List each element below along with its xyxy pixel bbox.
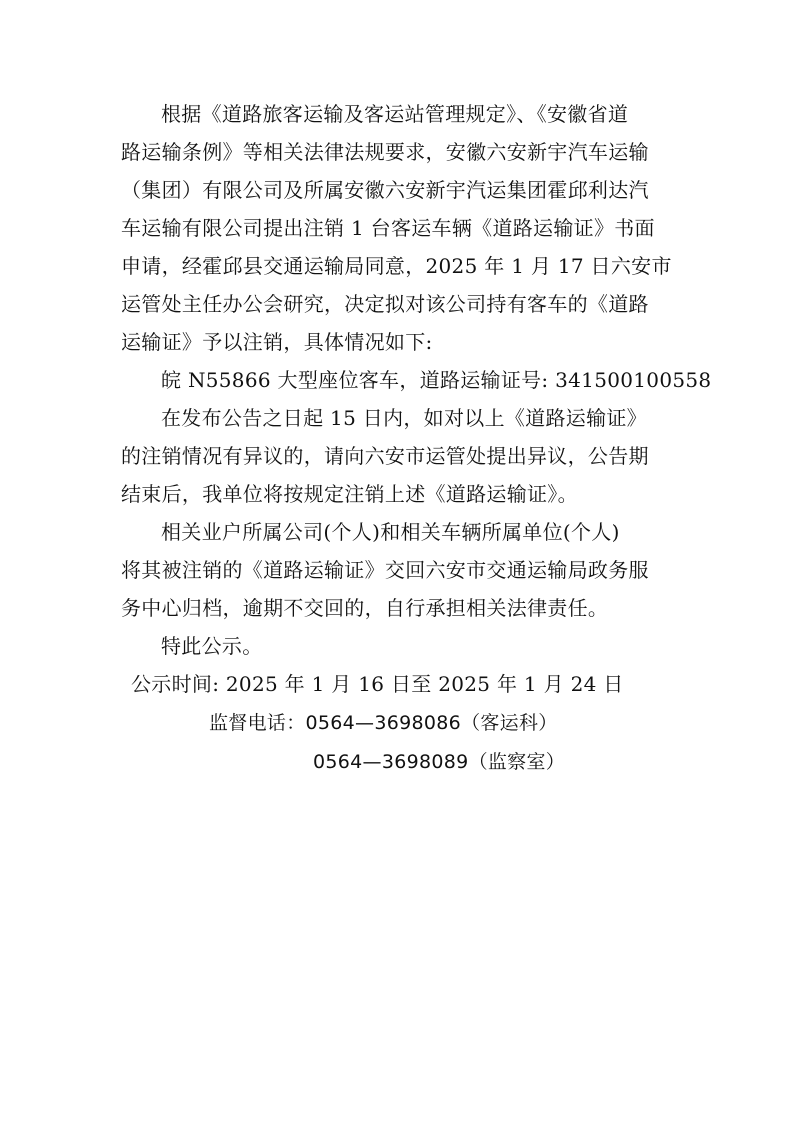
return-paragraph-line: 相关业户所属公司(个人)和相关车辆所属单位(个人): [161, 520, 620, 544]
vehicle-info-line: 皖 N55866 大型座位客车，道路运输证号: 341500100558: [161, 368, 712, 392]
return-paragraph-line: 将其被注销的《道路运输证》交回六安市交通运输局政务服: [121, 558, 649, 582]
supervision-phone-primary: 监督电话：0564—3698086（客运科）: [209, 712, 558, 734]
body-paragraph-line: 申请，经霍邱县交通运输局同意，2025 年 1 月 17 日六安市: [121, 254, 672, 278]
body-paragraph-line: 运管处主任办公会研究，决定拟对该公司持有客车的《道路: [121, 292, 649, 316]
closing-statement: 特此公示。: [161, 634, 263, 658]
body-paragraph-line: 车运输有限公司提出注销 1 台客运车辆《道路运输证》书面: [121, 216, 655, 240]
body-paragraph-line: 根据《道路旅客运输及客运站管理规定》、《安徽省道: [161, 102, 629, 126]
objection-paragraph-line: 结束后，我单位将按规定注销上述《道路运输证》。: [121, 482, 578, 506]
body-paragraph-line: （集团）有限公司及所属安徽六安新宇汽运集团霍邱利达汽: [121, 178, 649, 202]
objection-paragraph-line: 的注销情况有异议的，请向六安市运管处提出异议，公告期: [121, 444, 649, 468]
objection-paragraph-line: 在发布公告之日起 15 日内，如对以上《道路运输证》: [161, 406, 647, 430]
body-paragraph-line: 运输证》予以注销，具体情况如下:: [121, 330, 433, 354]
supervision-phone-secondary: 0564—3698089（监察室）: [313, 751, 566, 773]
body-paragraph-line: 路运输条例》等相关法律法规要求，安徽六安新宇汽车运输: [121, 140, 649, 164]
return-paragraph-line: 务中心归档，逾期不交回的，自行承担相关法律责任。: [121, 596, 609, 620]
notice-period: 公示时间: 2025 年 1 月 16 日至 2025 年 1 月 24 日: [131, 672, 624, 696]
